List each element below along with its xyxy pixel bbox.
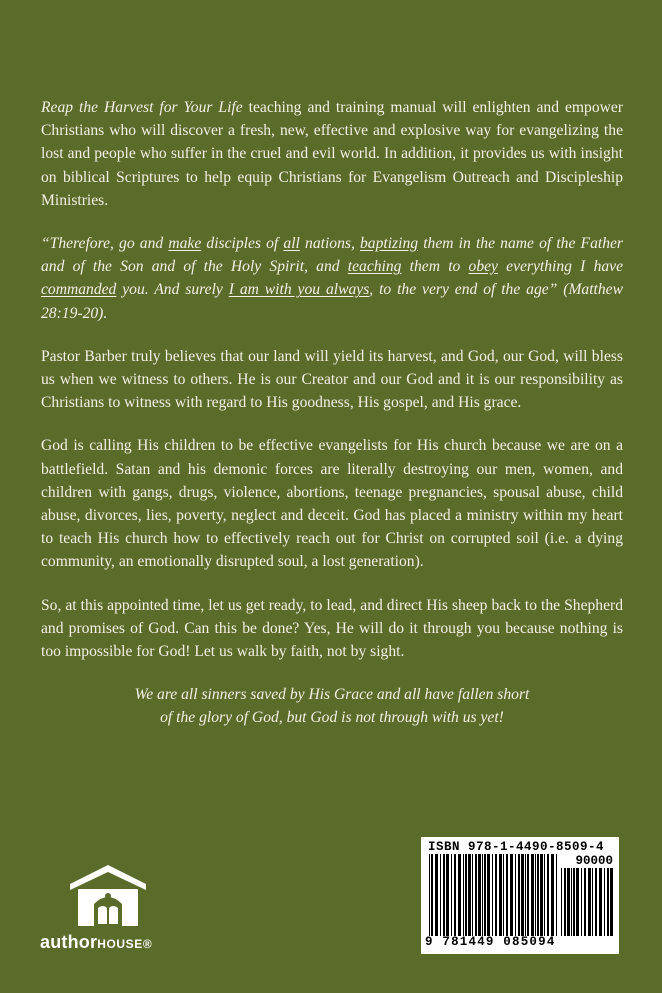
quote-segment: , to the very end of the age” (Matthew 28:19-20). xyxy=(41,281,624,322)
publisher-name: authorHOUSE® xyxy=(40,932,153,952)
authorhouse-logo-icon xyxy=(66,862,150,928)
quote-underline: make xyxy=(168,235,202,253)
quote-segment: disciples of xyxy=(201,235,284,253)
quote-underline: all xyxy=(283,235,300,253)
price-code: 90000 xyxy=(575,854,613,868)
ean-digits: 9 781449 085094 xyxy=(425,935,556,949)
closing-line-1: We are all sinners saved by His Grace and all have fallen short xyxy=(134,686,530,704)
intro-text: teaching and training manual will enlighten and empower Christians who will discover a fresh, new, effective and explosive way for evangelizing the lost and people who suffer in the cruel and evil world. In addition, it provides us with insight on biblical Scriptures to help equip Christians for Evangelism Outreach and Discipleship Ministries. xyxy=(41,99,624,209)
quote-segment: “Therefore, go and xyxy=(41,235,169,253)
addon-barcode-bars xyxy=(561,868,613,936)
quote-segment: you. And surely xyxy=(116,281,229,299)
intro-paragraph xyxy=(41,96,623,212)
back-cover-text xyxy=(41,96,623,745)
quote-underline: obey xyxy=(468,258,498,276)
quote-underline: commanded xyxy=(41,281,117,299)
closing-statement xyxy=(41,683,623,729)
ean-barcode-bars xyxy=(429,854,557,936)
quote-segment: them to xyxy=(401,258,469,276)
quote-underline: I am with you always xyxy=(228,281,370,299)
quote-underline: baptizing xyxy=(360,235,419,253)
battlefield-paragraph: God is calling His children to be effective evangelists for His church because we are on a battlefield. Satan and his demonic forces are literally destroying our men, women, and children with gangs, drugs, violence, abortions, teenage pregnancies, spousal abuse, child abuse, divorces, lies, poverty, neglect and deceit. God has placed a ministry within my heart to teach His church how to effectively reach out for Christ on corrupted soil (i.e. a dying community, an emotionally disrupted soul, a lost generation). xyxy=(41,437,623,571)
quote-segment: them in the name of the Father and of the Son and of the Holy Spirit, and xyxy=(41,235,623,276)
appointed-time-paragraph: So, at this appointed time, let us get ready, to lead, and direct His sheep back to the Shepherd and promises of God. Can this be done? Yes, He will do it through you because nothing is too impossible for God! Let us walk by faith, not by sight. xyxy=(41,596,623,661)
closing-line-2: of the glory of God, but God is not through with us yet! xyxy=(160,709,504,727)
quote-segment: nations, xyxy=(299,235,360,253)
isbn-number: ISBN 978-1-4490-8509-4 xyxy=(428,840,605,854)
pastor-paragraph: Pastor Barber truly believes that our land will yield its harvest, and God, our God, will bless us when we witness to others. He is our Creator and our God and it is our responsibility as Christians to witness with regard to His goodness, His gospel, and His grace. xyxy=(41,347,623,412)
publisher-logo xyxy=(38,862,188,957)
quote-segment: everything I have xyxy=(497,258,624,276)
book-title: Reap the Harvest for Your Life xyxy=(41,99,243,116)
scripture-quote xyxy=(41,232,623,325)
isbn-barcode xyxy=(421,837,619,954)
quote-underline: teaching xyxy=(347,258,402,276)
